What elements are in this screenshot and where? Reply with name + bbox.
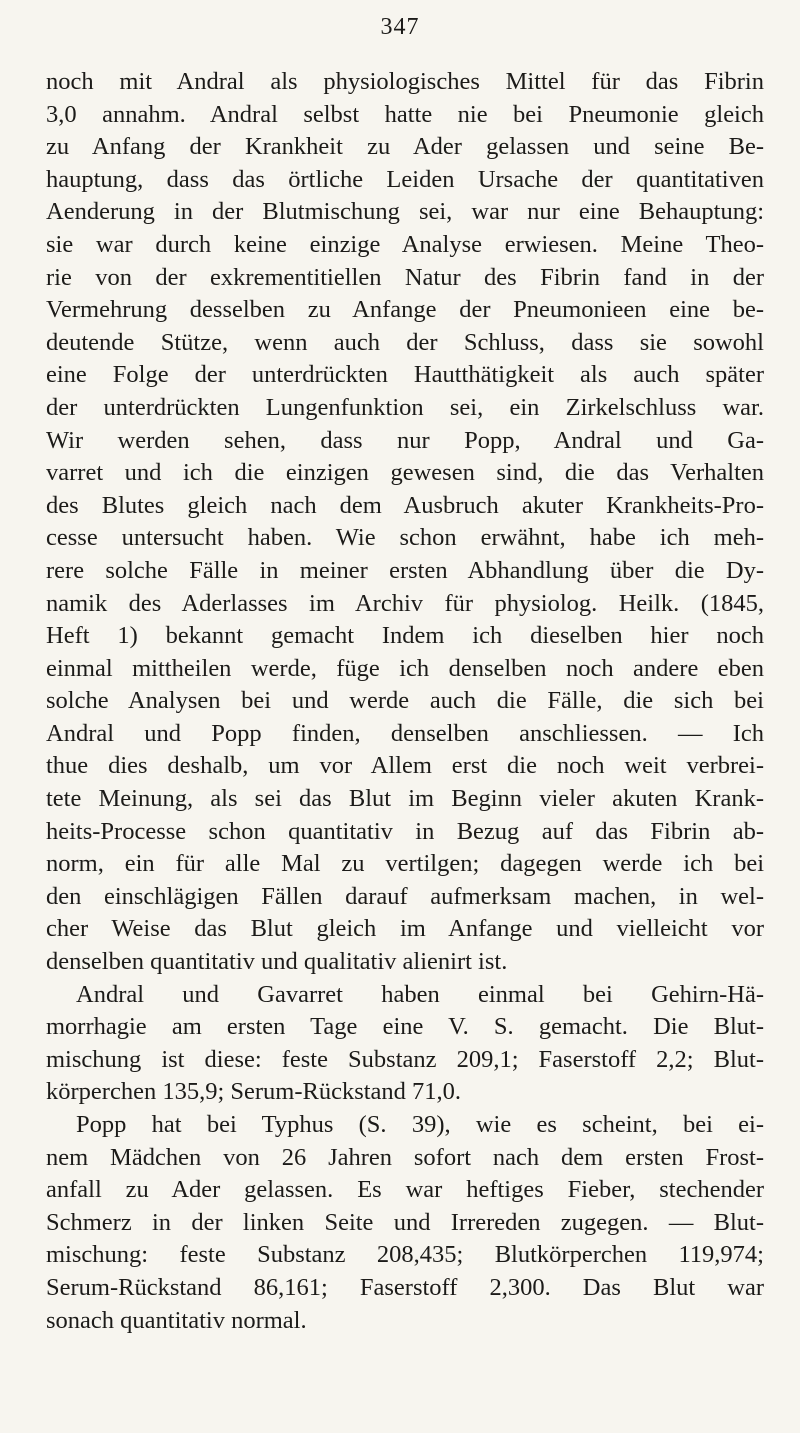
text-line: varret und ich die einzigen gewesen sind, die das Verhalten <box>46 459 764 487</box>
text-line: zu Anfang der Krankheit zu Ader gelassen und seine Be- <box>46 133 764 161</box>
text-line: denselben quantitativ und qualitativ alienirt ist. <box>46 948 508 976</box>
text-line: Andral und Gavarret haben einmal bei Gehirn-Hä- <box>76 980 764 1008</box>
body-text <box>46 66 764 1337</box>
text-line: anfall zu Ader gelassen. Es war heftiges Fieber, stechender <box>46 1176 764 1204</box>
text-line: Aenderung in der Blutmischung sei, war nur eine Behauptung: <box>46 198 764 226</box>
text-line: hauptung, dass das örtliche Leiden Ursache der quantitativen <box>46 165 764 193</box>
text-line: namik des Aderlasses im Archiv für physiolog. Heilk. (1845, <box>46 589 764 617</box>
text-line: thue dies deshalb, um vor Allem erst die noch weit verbrei- <box>46 752 764 780</box>
text-line: Wir werden sehen, dass nur Popp, Andral und Ga- <box>46 426 764 454</box>
text-line: Serum-Rückstand 86,161; Faserstoff 2,300. Das Blut war <box>46 1273 764 1301</box>
text-line: morrhagie am ersten Tage eine V. S. gemacht. Die Blut- <box>46 1013 764 1041</box>
text-line: einmal mittheilen werde, füge ich denselben noch andere eben <box>46 654 764 682</box>
text-line: Popp hat bei Typhus (S. 39), wie es scheint, bei ei- <box>76 1111 764 1138</box>
text-line: rere solche Fälle in meiner ersten Abhandlung über die Dy- <box>46 556 764 584</box>
text-line: mischung ist diese: feste Substanz 209,1; Faserstoff 2,2; Blut- <box>46 1045 764 1073</box>
text-line: Andral und Popp finden, denselben anschliessen. — Ich <box>46 719 764 747</box>
text-line: der unterdrückten Lungenfunktion sei, ein Zirkelschluss war. <box>46 393 764 421</box>
text-line: 3,0 annahm. Andral selbst hatte nie bei Pneumonie gleich <box>46 100 764 128</box>
text-line: cher Weise das Blut gleich im Anfange und vielleicht vor <box>46 915 764 943</box>
text-line: solche Analysen bei und werde auch die Fälle, die sich bei <box>46 687 764 715</box>
text-line: norm, ein für alle Mal zu vertilgen; dagegen werde ich bei <box>46 850 764 878</box>
text-line: Schmerz in der linken Seite und Irrereden zugegen. — Blut- <box>46 1208 764 1236</box>
text-line: noch mit Andral als physiologisches Mittel für das Fibrin <box>46 68 764 95</box>
text-line: Vermehrung desselben zu Anfange der Pneumonieen eine be- <box>46 296 764 324</box>
text-line: den einschlägigen Fällen darauf aufmerksam machen, in wel- <box>46 882 764 910</box>
text-line: deutende Stütze, wenn auch der Schluss, dass sie sowohl <box>46 328 764 356</box>
text-line: rie von der exkrementitiellen Natur des Fibrin fand in der <box>46 263 764 291</box>
text-line: sonach quantitativ normal. <box>46 1306 307 1334</box>
text-line: körperchen 135,9; Serum-Rückstand 71,0. <box>46 1078 462 1106</box>
text-line: cesse untersucht haben. Wie schon erwähnt, habe ich meh- <box>46 524 764 552</box>
text-line: nem Mädchen von 26 Jahren sofort nach dem ersten Frost- <box>46 1143 764 1171</box>
text-line: tete Meinung, als sei das Blut im Beginn vieler akuten Krank- <box>46 785 764 813</box>
text-line: Heft 1) bekannt gemacht Indem ich dieselben hier noch <box>46 622 764 650</box>
text-line: sie war durch keine einzige Analyse erwiesen. Meine Theo- <box>46 230 764 258</box>
text-line: eine Folge der unterdrückten Hautthätigkeit als auch später <box>46 361 764 389</box>
text-line: heits-Processe schon quantitativ in Bezug auf das Fibrin ab- <box>46 817 764 845</box>
text-line: des Blutes gleich nach dem Ausbruch akuter Krankheits-Pro- <box>46 491 764 519</box>
page-number: 347 <box>380 14 420 40</box>
text-line: mischung: feste Substanz 208,435; Blutkörperchen 119,974; <box>46 1241 764 1269</box>
